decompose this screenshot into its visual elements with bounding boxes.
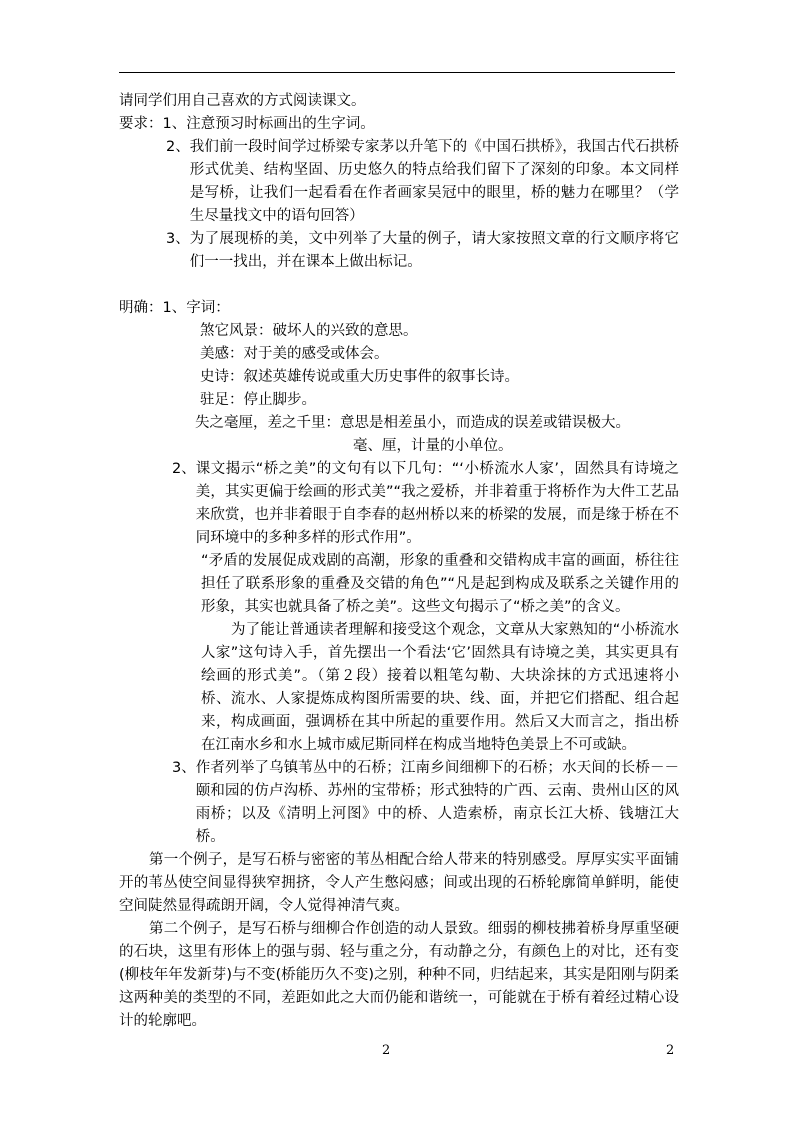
item-text: 为了展现桥的美，文中列举了大量的例子，请大家按照文章的行文顺序将它们一一找出，并在课本上做出标记。: [189, 231, 679, 270]
vocab-note: 毫、厘，计量的小单位。: [353, 438, 513, 454]
vocab-term: 煞它风景：破坏人的兴致的意思。: [200, 323, 418, 339]
requirements-label: 要求：: [119, 116, 163, 132]
requirement-item-1: [119, 113, 679, 136]
body-paragraph: 第一个例子，是写石桥与密密的苇丛相配合给人带来的特别感受。厚厚实实平面铺开的苇丛使空间显得狭窄拥挤，令人产生憋闷感；间或出现的石桥轮廓简单鲜明，能使空间陡然显得疏朗开阔，令人觉得神清气爽。: [119, 852, 679, 914]
item-text: 注意预习时标画出的生字词。: [186, 116, 375, 132]
item-number: 2、: [166, 139, 190, 155]
item-text: 作者列举了乌镇苇丛中的石桥；江南乡间细柳下的石桥；水天间的长桥－－颐和园的仿卢沟桥、苏州的宝带桥；形式独特的广西、云南、贵州山区的风雨桥；以及《清明上河图》中的桥、人造索桥，南京长江大桥、钱塘江大桥。: [195, 760, 679, 845]
clarify-label: 明确：: [119, 300, 163, 316]
item-number: 1、: [162, 300, 187, 316]
body-paragraph: 第二个例子，是写石桥与细柳合作创造的动人景致。细弱的柳枝拂着桥身厚重坚硬的石块，这里有形体上的强与弱、轻与重之分，有动静之分，有颜色上的对比，还有变(柳枝年年发新芽)与不变(桥能历久不变)之别，种种不同，归结起来，其实是阳刚与阴柔这两种美的类型的不同，差距如此之大而仍能和谐统一，可能就在于桥有着经过精心设计的轮廓吧。: [119, 921, 679, 1029]
clarify-item-2-para: 为了能让普通读者理解和接受这个观念，文章从大家熟知的“小桥流水人家”这句诗入手，首先摆出一个看法‘它’固然具有诗境之美，其实更具有绘画的形式美”。（第２段）接着以粗笔勾勒、大块涂抹的方式迅速将小桥、流水、人家提炼成构图所需要的块、线、面，并把它们搭配、组合起来，构成画面，强调桥在其中所起的重要作用。然后又大而言之，指出桥在江南水乡和水上城市威尼斯同样在构成当地特色美景上不可或缺。: [201, 622, 679, 753]
page-number-center: 2: [382, 1043, 391, 1058]
clarify-heading: [119, 297, 679, 320]
document-body: [119, 90, 679, 1033]
item-number: 1、: [162, 116, 187, 132]
vocab-term: 史诗：叙述英雄传说或重大历史事件的叙事长诗。: [200, 369, 519, 385]
requirement-item-3: [119, 228, 679, 274]
clarify-item-3: [119, 757, 679, 849]
item-number: 3、: [172, 760, 196, 776]
page-number-right: 2: [666, 1043, 675, 1058]
vocab-term: 失之毫厘，差之千里：意思是相差虽小，而造成的误差或错误极大。: [195, 415, 630, 431]
header-rule: [119, 72, 675, 73]
item-number: 2、: [172, 461, 196, 477]
item-number: 3、: [166, 231, 190, 247]
vocab-term: 美感：对于美的感受或体会。: [200, 346, 389, 362]
requirement-item-2: [119, 136, 679, 228]
clarify-item-2-para: “矛盾的发展促成戏剧的高潮，形象的重叠和交错构成丰富的画面，桥往往担任了联系形象的重叠及交错的角色”“凡是起到构成及联系之关键作用的形象，其实也就具备了桥之美”。这些文句揭示了“桥之美”的含义。: [201, 553, 679, 615]
item-title: 字词：: [186, 300, 230, 316]
clarify-item-2: [119, 458, 679, 550]
intro-line: 请同学们用自己喜欢的方式阅读课文。: [119, 93, 366, 109]
item-text: 课文揭示“桥之美”的文句有以下几句：“‘小桥流水人家’，固然具有诗境之美，其实更偏于绘画的形式美”“我之爱桥，并非着重于将桥作为大件工艺品来欣赏，也并非着眼于自李春的赵州桥以来的桥梁的发展，而是缘于桥在不同环境中的多种多样的形式作用”。: [195, 461, 679, 546]
vocab-term: 驻足：停止脚步。: [200, 392, 316, 408]
item-text: 我们前一段时间学过桥梁专家茅以升笔下的《中国石拱桥》，我国古代石拱桥形式优美、结构坚固、历史悠久的特点给我们留下了深刻的印象。本文同样是写桥，让我们一起看看在作者画家吴冠中的眼里，桥的魅力在哪里？（学生尽量找文中的语句回答）: [189, 139, 679, 224]
